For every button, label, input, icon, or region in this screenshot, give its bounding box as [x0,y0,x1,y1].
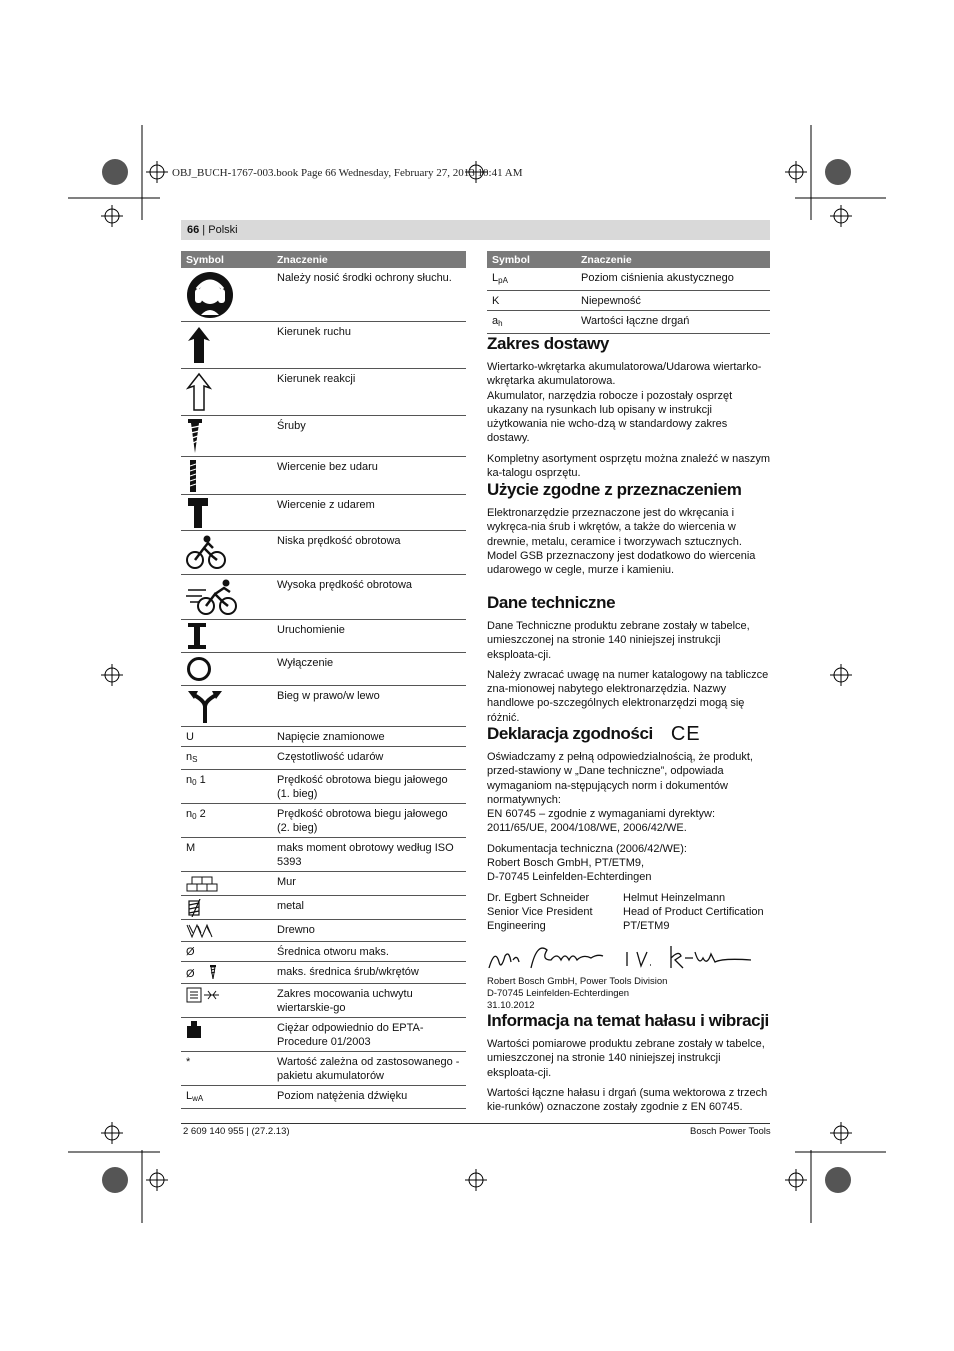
screw-icon [181,416,272,457]
table-cell: Poziom ciśnienia akustycznego [576,268,770,291]
section-title: Deklaracja zgodności CE [487,723,701,745]
symbol-table-right [487,251,770,334]
table-cell: maks moment obrotowy według ISO 5393 [272,838,466,872]
table-cell: Średnica otworu maks. [272,942,466,962]
table-cell: Prędkość obrotowa biegu jałowego (1. bieg) [272,770,466,804]
direction-fork-icon [181,686,272,727]
page-number: 66 [187,224,200,236]
section-title: Użycie zgodne z przeznaczeniem [487,480,742,499]
page-band: 66 | Polski [181,220,770,240]
table-row [181,369,466,416]
table-cell: $L_{pA}$ [487,268,576,291]
table-row [181,1086,466,1109]
chuck-range-icon [181,984,272,1018]
section-title: Informacja na temat hałasu i wibracji [487,1011,769,1030]
table-cell: Mur [272,872,466,896]
power-off-icon [181,653,272,686]
col-header-meaning: Znaczenie [576,251,770,268]
table-row [181,1052,466,1086]
col-header-meaning: Znaczenie [272,251,466,268]
table-row [181,457,466,495]
hammer-icon [181,495,272,531]
table-row [181,804,466,838]
table-cell: K [487,291,576,311]
table-cell: Drewno [272,920,466,942]
wood-icon [181,920,272,942]
paragraph: Dokumentacja techniczna (2006/42/WE): Robert Bosch GmbH, PT/ETM9, D-70745 Leinfelden-Echterdingen [487,842,687,884]
metal-icon [181,896,272,920]
symbol-table-left [181,251,466,1109]
paragraph: Dane Techniczne produktu zebrane zostały w tabelce, umieszczonej na stronie 140 niniejszej instrukcji eksploata-cji. [487,620,750,661]
table-cell: Kierunek reakcji [272,369,466,416]
signatory-2: Helmut Heinzelmann Head of Product Certification PT/ETM9 [623,891,764,933]
table-row [181,322,466,369]
table-row [181,920,466,942]
table-cell: Ciężar odpowiednio do EPTA-Procedure 01/2003 [272,1018,466,1052]
section-dane [487,593,771,731]
section-deklaracja [487,724,771,1012]
table-cell: Wysoka prędkość obrotowa [272,575,466,620]
table-row [181,896,466,920]
table-row [181,653,466,686]
table-row [487,291,770,311]
footer-doc-number: 2 609 140 955 | (27.2.13) [183,1126,290,1137]
company-address: Robert Bosch GmbH, Power Tools Division D-70745 Leinfelden-Echterdingen 31.10.2012 [487,975,668,1011]
section-uzycie [487,480,771,583]
table-cell: Poziom natężenia dźwięku [272,1086,466,1109]
table-cell: $n_0$ 2 [181,804,272,838]
table-cell: maks. średnica śrub/wkrętów [272,962,466,984]
table-cell: $L_{wA}$ [181,1086,272,1109]
table-cell: Ø [181,962,272,984]
table-cell: Uruchomienie [272,620,466,653]
table-cell: $n_S$ [181,747,272,770]
paragraph: Kompletny asortyment osprzętu można znaleźć w naszym ka-talogu osprzętu. [487,452,771,480]
paragraph: Wartości pomiarowe produktu zebrane zostały w tabelce, umieszczonej na stronie 140 niniejszej instrukcji eksploata-cji. [487,1038,765,1079]
table-row [181,838,466,872]
section-zakres [487,334,771,486]
brick-wall-icon [181,872,272,896]
signatory-1: Dr. Egbert Schneider Senior Vice President Engineering [487,891,593,933]
paragraph: Wartości łączne hałasu i drgań (suma wektorowa z trzech kie-runków) oznaczone zostały zgodnie z EN 60745. [487,1086,768,1114]
table-cell: Napięcie znamionowe [272,727,466,747]
table-cell: * [181,1052,272,1086]
table-cell: Należy nosić środki ochrony słuchu. [272,268,466,322]
table-cell: Wartość zależna od zastosowanego -pakietu akumulatorów [272,1052,466,1086]
footer-divider [181,1123,770,1124]
table-cell: Śruby [272,416,466,457]
table-cell: Wyłączenie [272,653,466,686]
table-cell: Ø [181,942,272,962]
table-cell: Zakres mocowania uchwytu wiertarskie-go [272,984,466,1018]
drill-bit-icon [181,457,272,495]
section-halas [487,1011,771,1120]
table-row [487,311,770,334]
ear-protection-icon [181,268,272,322]
col-header-symbol: Symbol [487,251,576,268]
table-row [181,531,466,575]
table-row [487,268,770,291]
power-on-icon [181,620,272,653]
paragraph: Wiertarko-wkrętarka akumulatorowa/Udarowa wiertarko-wkrętarka akumulatorowa. Akumulator, narzędzia robocze i pozostały osprzęt ukazany na rysunkach lub opisany w instrukcji użytkowania nie wcho-dzą w standardowy zakres dostawy. [487,361,762,445]
table-row [181,416,466,457]
ce-mark-icon: CE [670,723,701,745]
table-cell: $n_0$ 1 [181,770,272,804]
table-cell: Bieg w prawo/w lewo [272,686,466,727]
table-row [181,942,466,962]
section-title: Zakres dostawy [487,334,609,353]
table-row [181,770,466,804]
signatories [487,891,771,934]
table-row [181,962,466,984]
footer-brand: Bosch Power Tools [690,1126,771,1137]
handwritten-signatures [487,940,757,974]
motion-arrow-filled-icon [181,322,272,369]
table-row [181,268,466,322]
table-cell: Niska prędkość obrotowa [272,531,466,575]
cyclist-slow-icon [181,531,272,575]
table-row [181,575,466,620]
table-cell: Kierunek ruchu [272,322,466,369]
table-cell: Częstotliwość udarów [272,747,466,770]
table-cell: Niepewność [576,291,770,311]
print-header: OBJ_BUCH-1767-003.book Page 66 Wednesday, February 27, 2013 10:41 AM [172,167,523,179]
table-cell: $a_h$ [487,311,576,334]
table-cell: Prędkość obrotowa biegu jałowego (2. bieg) [272,804,466,838]
col-header-symbol: Symbol [181,251,272,268]
table-cell: metal [272,896,466,920]
section-title: Dane techniczne [487,593,616,612]
table-row [181,747,466,770]
paragraph: Należy zwracać uwagę na numer katalogowy na tabliczce zna-mionowej nabytego elektronarzędzia. Nazwy handlowe po-szczególnych elektronarzędzi mogą się różnić. [487,668,769,724]
weight-icon [181,1018,272,1052]
table-row [181,686,466,727]
page-language: Polski [208,224,238,236]
table-row [181,495,466,531]
table-row [181,727,466,747]
table-row [181,1018,466,1052]
table-cell: Wiercenie bez udaru [272,457,466,495]
paragraph: Oświadczamy z pełną odpowiedzialnością, że produkt, przed-stawiony w „Dane techniczne”, odpowiada wymaganiom na-stępujących norm i dokumentów normatywnych: EN 60745 – zgodnie z wymaganiami dyrektyw: 2011/65/UE, 2004/108/WE, 2006/42/WE. [487,751,753,835]
table-cell: Wartości łączne drgań [576,311,770,334]
small-screw-icon [208,965,218,979]
table-row [181,872,466,896]
table-cell: Wiercenie z udarem [272,495,466,531]
cyclist-fast-icon [181,575,272,620]
table-row [181,620,466,653]
table-row [181,984,466,1018]
paragraph: Elektronarzędzie przeznaczone jest do wkręcania i wykręca-nia śrub i wkrętów, a także do wiercenia w drewnie, metalu, ceramice i tworzywach sztucznych. Model GSB przeznaczony jest dodatkowo do wiercenia udarowego w cegle, murze i kamieniu. [487,507,756,577]
table-cell: M [181,838,272,872]
reaction-arrow-outline-icon [181,369,272,416]
table-cell: U [181,727,272,747]
